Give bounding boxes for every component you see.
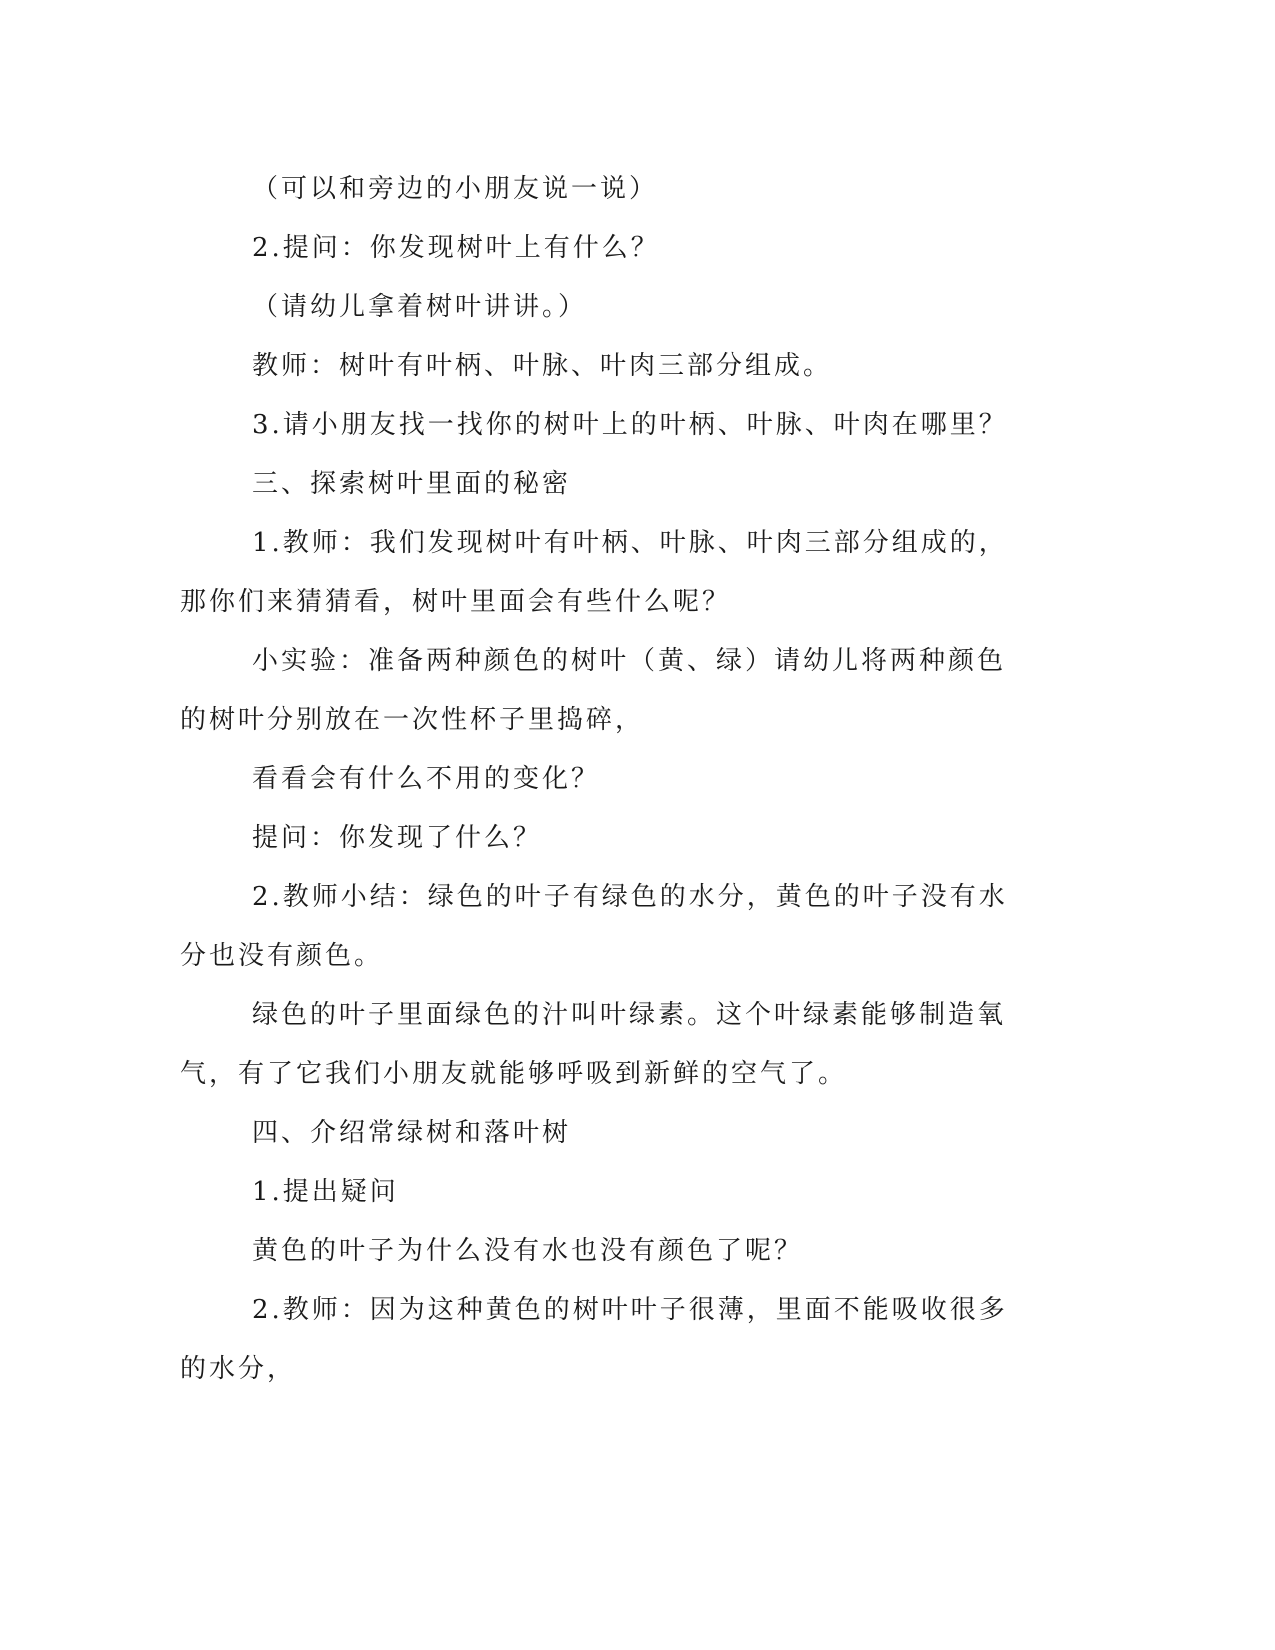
paragraph: 2.提问：你发现树叶上有什么？ bbox=[252, 233, 660, 263]
paragraph: 看看会有什么不用的变化？ bbox=[252, 764, 601, 794]
paragraph: 黄色的叶子为什么没有水也没有颜色了呢？ bbox=[252, 1236, 804, 1266]
paragraph: 教师：树叶有叶柄、叶脉、叶肉三部分组成。 bbox=[252, 351, 833, 381]
paragraph: 1.提出疑问 bbox=[252, 1177, 399, 1207]
paragraph: 3.请小朋友找一找你的树叶上的叶柄、叶脉、叶肉在哪里？ bbox=[252, 410, 1008, 440]
paragraph: 2.教师：因为这种黄色的树叶叶子很薄，里面不能吸收很多的水分， bbox=[180, 1295, 1008, 1384]
paragraph: 2.教师小结：绿色的叶子有绿色的水分，黄色的叶子没有水分也没有颜色。 bbox=[180, 882, 1008, 971]
paragraph: （请幼儿拿着树叶讲讲。） bbox=[252, 292, 588, 322]
paragraph: 1.教师：我们发现树叶有叶柄、叶脉、叶肉三部分组成的，那你们来猜猜看，树叶里面会有些什么呢？ bbox=[180, 528, 1008, 617]
paragraph: （可以和旁边的小朋友说一说） bbox=[252, 174, 659, 204]
document-body bbox=[180, 160, 1030, 1399]
section-heading: 三、探索树叶里面的秘密 bbox=[252, 469, 572, 499]
paragraph: 提问：你发现了什么？ bbox=[252, 823, 543, 853]
paragraph: 绿色的叶子里面绿色的汁叫叶绿素。这个叶绿素能够制造氧气，有了它我们小朋友就能够呼吸到新鲜的空气了。 bbox=[180, 1000, 1007, 1089]
section-heading: 四、介绍常绿树和落叶树 bbox=[252, 1118, 572, 1148]
paragraph: 小实验：准备两种颜色的树叶（黄、绿）请幼儿将两种颜色的树叶分别放在一次性杯子里捣碎， bbox=[180, 646, 1007, 735]
